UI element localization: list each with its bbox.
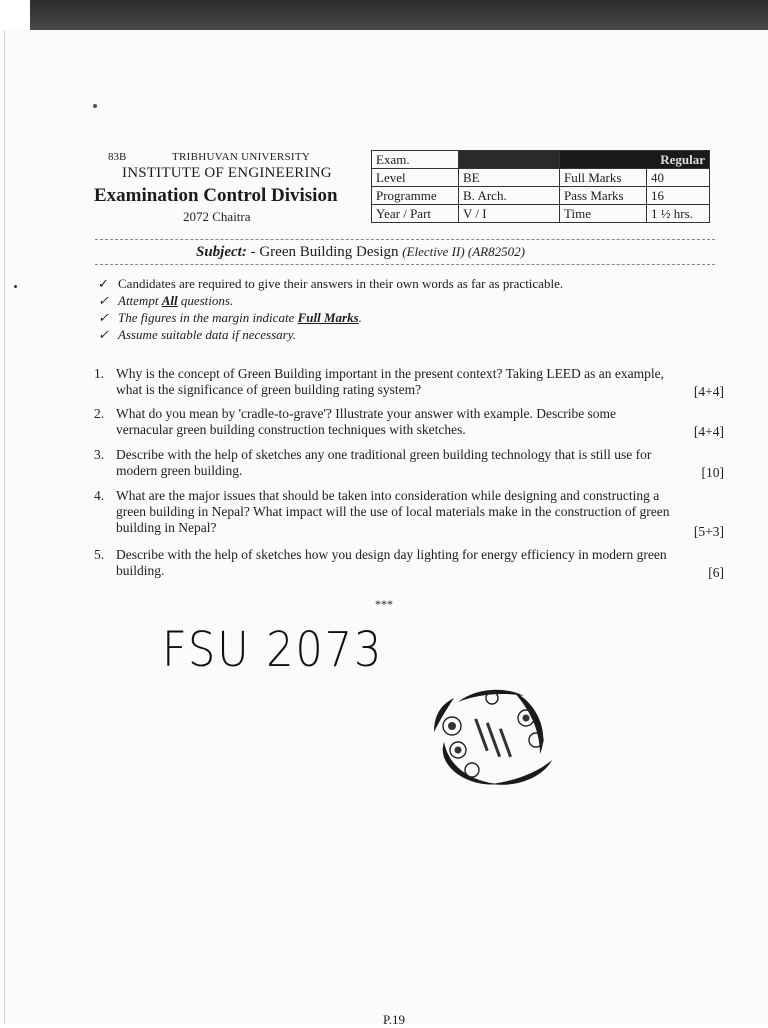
instruction-text: The figures in the margin indicate (118, 310, 298, 325)
table-cell: BE (459, 169, 560, 187)
instruction-item (98, 327, 296, 343)
handwritten-note: FSU 2073 (162, 622, 384, 678)
table-cell: Full Marks (560, 169, 647, 187)
instruction-item (98, 276, 563, 292)
question-number: 2. (94, 406, 105, 421)
question-number: 3. (94, 447, 105, 462)
subject-line (196, 244, 525, 261)
scan-edge (0, 0, 768, 30)
table-cell: Programme (372, 187, 459, 205)
check-icon: ✓ (98, 293, 109, 308)
subject-elective: (Elective II) (AR82502) (402, 244, 525, 259)
question-item (94, 547, 724, 581)
instruction-emphasis: Full Marks (297, 310, 359, 325)
table-cell: Year / Part (372, 205, 459, 223)
subject-name: - Green Building Design (246, 244, 399, 260)
table-row (372, 151, 710, 169)
paper-code: 83B (108, 151, 127, 163)
table-cell: 16 (647, 187, 710, 205)
instruction-item (98, 293, 233, 309)
question-item (94, 488, 724, 540)
exam-type-badge: Regular (560, 151, 710, 169)
table-cell (459, 151, 560, 169)
table-cell: B. Arch. (459, 187, 560, 205)
table-cell: Exam. (372, 151, 459, 169)
question-number: 5. (94, 547, 105, 562)
question-marks: [6] (708, 565, 724, 580)
university-name: TRIBHUVAN UNIVERSITY (172, 151, 311, 163)
instruction-text: . (358, 310, 362, 325)
table-row (372, 205, 710, 223)
exam-info-table (371, 150, 710, 223)
subject-label: Subject: (196, 244, 247, 260)
check-icon: ✓ (98, 310, 109, 325)
table-cell: Pass Marks (560, 187, 647, 205)
question-text: Why is the concept of Green Building important in the present context? Taking LEED as an example, what is the significance of green building rating system? (116, 366, 665, 397)
divider (95, 239, 715, 240)
check-icon: ✓ (98, 276, 109, 291)
end-marker: *** (375, 597, 393, 611)
instruction-item (98, 310, 362, 326)
instruction-text: Assume suitable data if necessary. (118, 327, 297, 342)
instruction-text: Attempt (118, 293, 162, 308)
scan-corner (0, 0, 30, 34)
instruction-emphasis: All (161, 293, 178, 308)
table-cell: Level (372, 169, 459, 187)
question-marks: [5+3] (693, 524, 724, 539)
instruction-text: questions. (177, 293, 234, 308)
question-item (94, 406, 724, 440)
scan-speck (93, 104, 97, 108)
divider (95, 264, 715, 265)
table-row (372, 169, 710, 187)
exam-session: 2072 Chaitra (183, 209, 251, 224)
question-number: 1. (94, 366, 105, 381)
table-cell: Time (560, 205, 647, 223)
table-row (372, 187, 710, 205)
check-icon: ✓ (98, 327, 109, 342)
question-text: Describe with the help of sketches any one traditional green building technology that is still use for modern green building. (116, 447, 652, 478)
table-cell: V / I (459, 205, 560, 223)
question-item (94, 366, 724, 400)
question-marks: [4+4] (693, 424, 724, 439)
seal-emblem-icon (428, 684, 558, 788)
instruction-text: Candidates are required to give their answers in their own words as far as practicable. (118, 276, 564, 291)
page-footer: P.19 (383, 1012, 406, 1027)
question-marks: [4+4] (693, 384, 724, 399)
question-number: 4. (94, 488, 105, 503)
question-item (94, 447, 724, 481)
question-text: Describe with the help of sketches how you design day lighting for energy efficiency in modern green building. (116, 547, 667, 578)
question-text: What are the major issues that should be taken into consideration while designing and constructing a green building in Nepal? What impact will the use of local materials make in the construction of green building in Nepal? (116, 488, 670, 535)
institute-name: INSTITUTE OF ENGINEERING (122, 165, 332, 181)
question-marks: [10] (701, 465, 724, 480)
table-cell: 1 ½ hrs. (647, 205, 710, 223)
scan-speck (14, 285, 17, 288)
question-text: What do you mean by 'cradle-to-grave'? Illustrate your answer with example. Describe some vernacular green building construction techniques with sketches. (116, 406, 617, 437)
division-name: Examination Control Division (94, 185, 338, 206)
table-cell: 40 (647, 169, 710, 187)
